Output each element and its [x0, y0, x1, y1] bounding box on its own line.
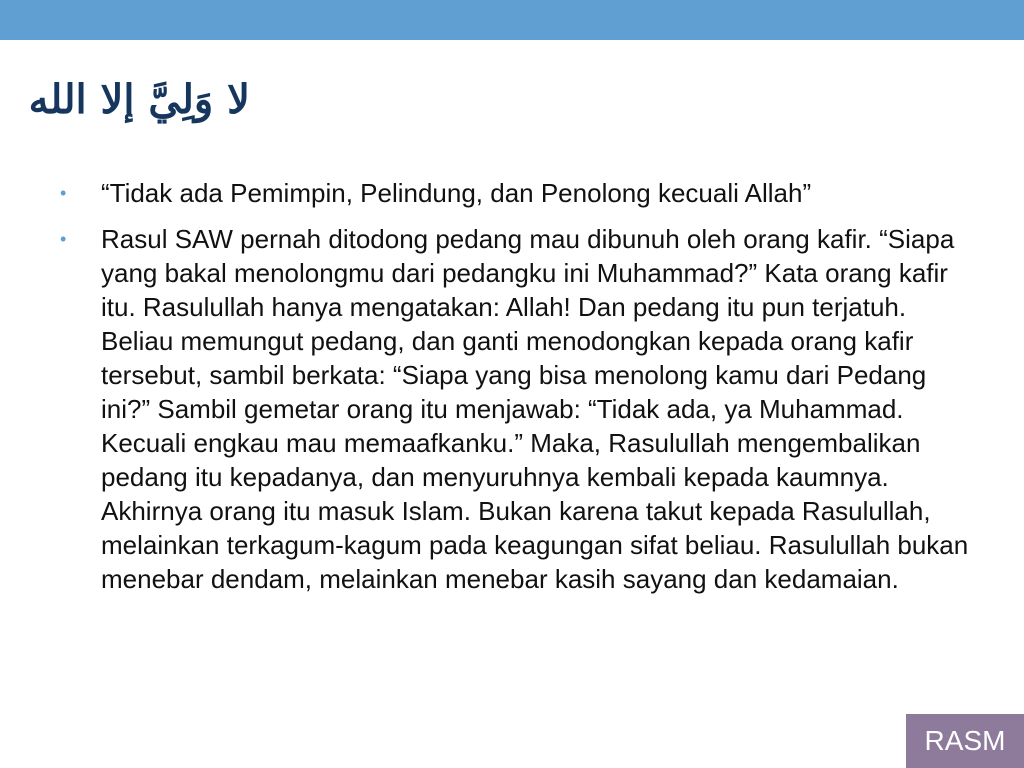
bullet-dot-icon: • [60, 229, 67, 249]
bullet-text-1: “Tidak ada Pemimpin, Pelindung, dan Penolong kecuali Allah” [101, 178, 812, 208]
slide-title: لا وَلِيَّ إلا الله [28, 76, 250, 123]
top-accent-bar [0, 0, 1024, 40]
rasm-badge: RASM [906, 714, 1024, 768]
bullet-item-1 [60, 176, 970, 210]
bullet-text-2: Rasul SAW pernah ditodong pedang mau dibunuh oleh orang kafir. “Siapa yang bakal menolongmu dari pedangku ini Muhammad?” Kata orang kafir itu. Rasulullah hanya mengatakan: Allah! Dan pedang itu pun terjatuh. Beliau memungut pedang, dan ganti menodongkan kepada orang kafir tersebut, sambil berkata: “Siapa yang bisa menolong kamu dari Pedang ini?” Sambil gemetar orang itu menjawab: “Tidak ada, ya Muhammad. Kecuali engkau mau memaafkanku.” Maka, Rasulullah mengembalikan pedang itu kepadanya, dan menyuruhnya kembali kepada kaumnya. Akhirnya orang itu masuk Islam. Bukan karena takut kepada Rasulullah, melainkan terkagum-kagum pada keagungan sifat beliau. Rasulullah bukan menebar dendam, melainkan menebar kasih sayang dan kedamaian. [101, 224, 969, 594]
bullet-item-2 [60, 222, 970, 596]
bullet-list [60, 176, 970, 608]
bullet-dot-icon: • [60, 183, 67, 203]
